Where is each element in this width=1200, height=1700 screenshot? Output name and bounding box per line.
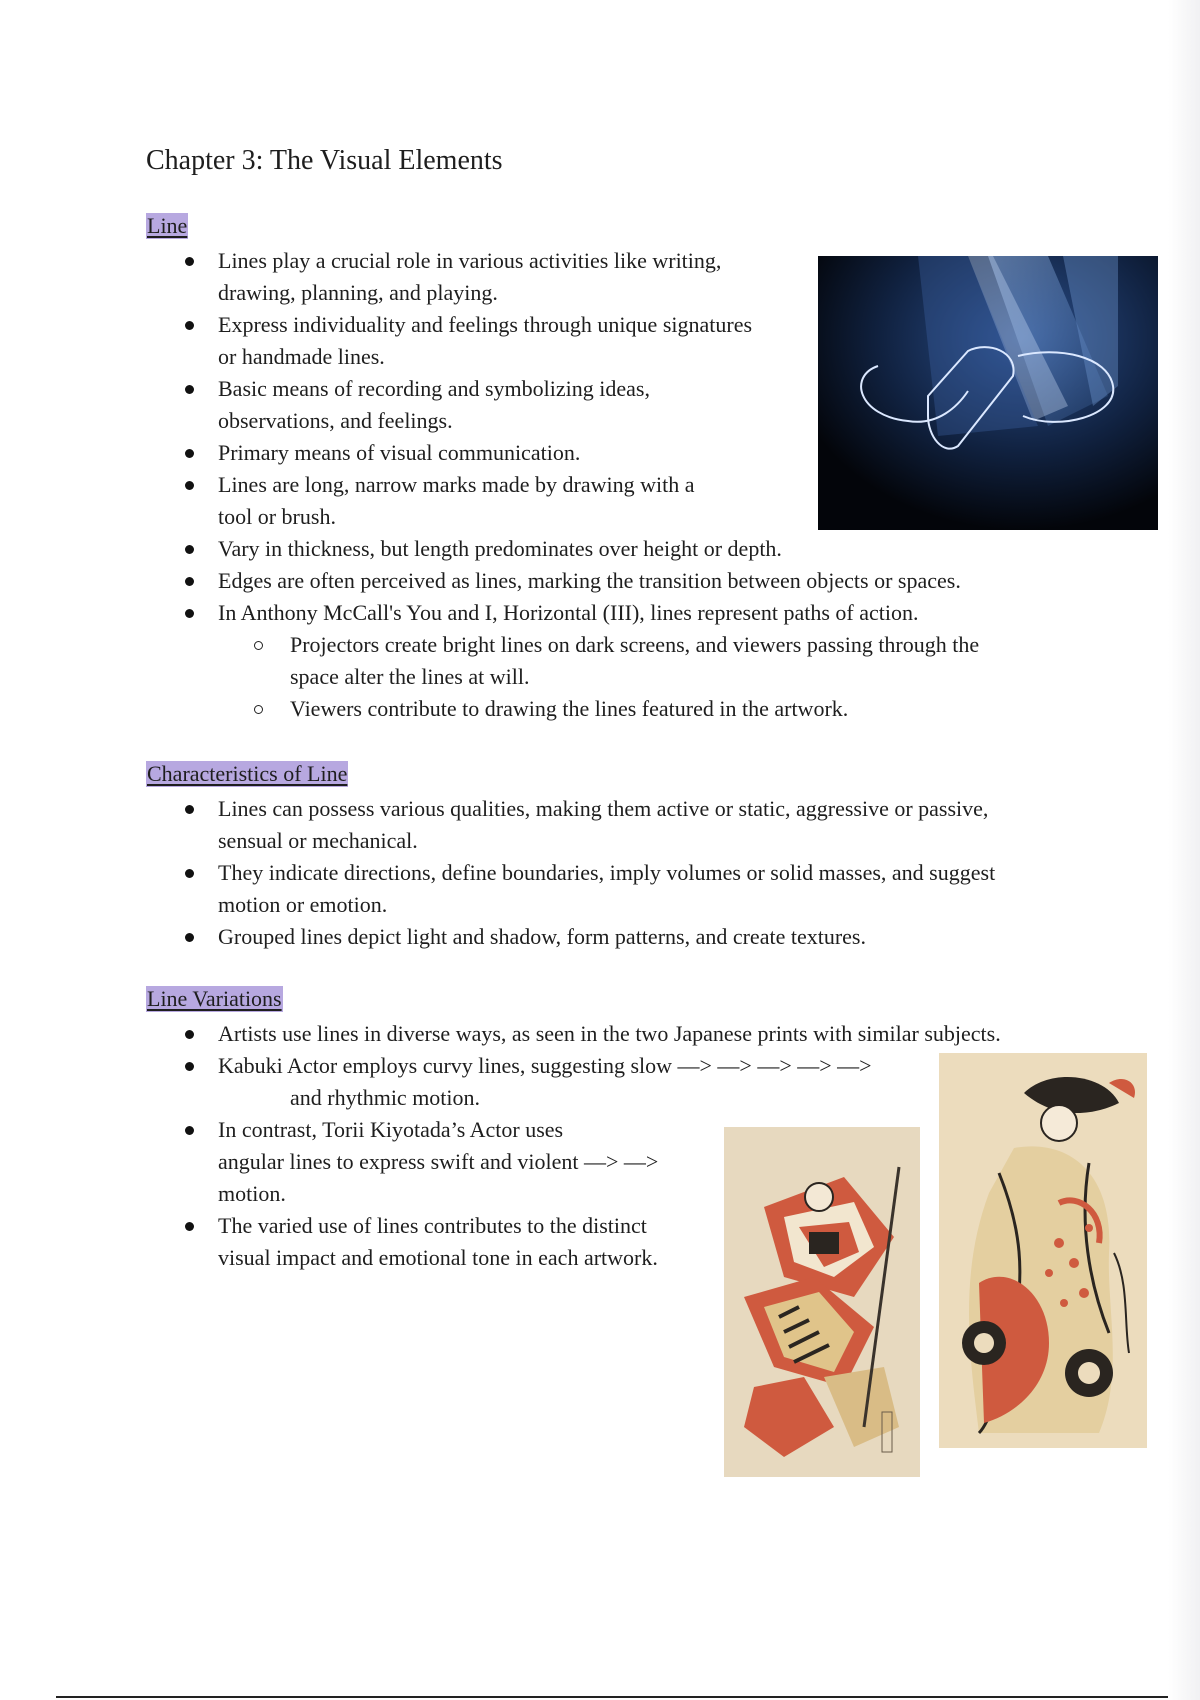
sub-list-item: Viewers contribute to drawing the lines featured in the artwork.	[218, 693, 1146, 725]
list-item: Primary means of visual communication.	[146, 437, 1146, 469]
section-heading-characteristics: Characteristics of Line	[147, 761, 348, 786]
kabuki-actor-print-image	[939, 1053, 1147, 1448]
list-item: Lines play a crucial role in various activities like writing, drawing, planning, and playing.	[146, 245, 1146, 309]
section-heading-variations: Line Variations	[147, 986, 282, 1011]
page-bottom-rule	[56, 1696, 1168, 1698]
list-item: Grouped lines depict light and shadow, form patterns, and create textures.	[146, 921, 1146, 953]
sub-bullet-list	[218, 629, 1146, 725]
list-item: In Anthony McCall's You and I, Horizontal (III), lines represent paths of action. Projectors create bright lines on dark screens, and viewers passing through the space alter the lines at will. Viewers contribute to drawing the lines featured in the artwork.	[146, 597, 1146, 725]
list-item: Basic means of recording and symbolizing ideas, observations, and feelings.	[146, 373, 1146, 437]
list-item: Kabuki Actor employs curvy lines, suggesting slow —> —> —> —> —> and rhythmic motion.	[146, 1050, 1146, 1114]
list-item: Express individuality and feelings through unique signatures or handmade lines.	[146, 309, 1146, 373]
list-item: Artists use lines in diverse ways, as seen in the two Japanese prints with similar subjects.	[146, 1018, 1146, 1050]
list-item: In contrast, Torii Kiyotada’s Actor uses angular lines to express swift and violent —> —> motion.	[146, 1114, 1146, 1210]
list-item: Vary in thickness, but length predominates over height or depth.	[146, 533, 1146, 565]
list-item: Edges are often perceived as lines, marking the transition between objects or spaces.	[146, 565, 1146, 597]
list-item: The varied use of lines contributes to the distinct visual impact and emotional tone in each artwork.	[146, 1210, 1146, 1274]
kiyotada-actor-print-image	[724, 1127, 920, 1477]
mccall-installation-image	[818, 256, 1158, 530]
characteristics-bullet-list	[146, 793, 1146, 953]
list-item: They indicate directions, define boundaries, imply volumes or solid masses, and suggest motion or emotion.	[146, 857, 1146, 921]
list-item: Lines are long, narrow marks made by drawing with a tool or brush.	[146, 469, 1146, 533]
section-heading-line: Line	[147, 213, 188, 238]
page-edge-shade	[1168, 0, 1200, 1700]
list-item: Lines can possess various qualities, making them active or static, aggressive or passive, sensual or mechanical.	[146, 793, 1146, 857]
sub-list-item: Projectors create bright lines on dark screens, and viewers passing through the space alter the lines at will.	[218, 629, 1146, 693]
page-title: Chapter 3: The Visual Elements	[146, 145, 503, 176]
